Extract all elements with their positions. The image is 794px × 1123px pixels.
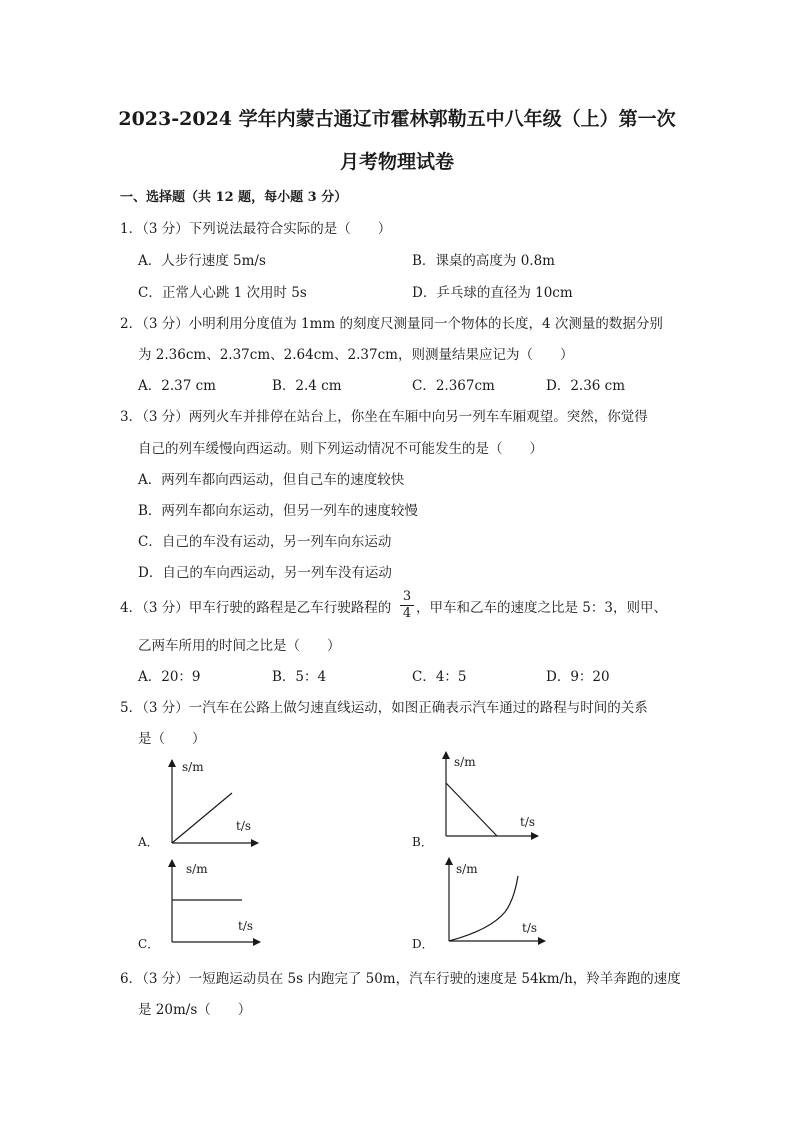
q4-stem-part1: 4．（3 分）甲车行驶的路程是乙车行驶路程的: [120, 600, 392, 616]
q2-option-c: C．2.367cm: [412, 378, 495, 394]
q5-stem-line2: 是（ ）: [138, 731, 206, 747]
q5-graph-b-ylabel: s/m: [454, 755, 476, 769]
q5-graph-b[interactable]: [412, 752, 538, 849]
section-heading: 一、选择题（共 12 题，每小题 3 分）: [120, 190, 348, 205]
q1-option-d: D．乒乓球的直径为 10cm: [412, 285, 573, 301]
q4-option-b: B．5：4: [272, 669, 327, 685]
q4-option-d: D．9：20: [546, 669, 610, 685]
q4-fraction-denominator: 4: [402, 606, 412, 621]
q3-option-b: B．两列车都向东运动，但另一列车的速度较慢: [138, 503, 418, 519]
q5-graph-c-label: C．: [138, 937, 160, 951]
q5-graph-d-curve: [449, 876, 518, 941]
q5-graph-a[interactable]: [137, 760, 258, 849]
q1-option-b: B．课桌的高度为 0.8m: [412, 253, 555, 269]
q5-graph-b-curve: [446, 783, 497, 836]
q3-stem-line1: 3．（3 分）两列火车并排停在站台上，你坐在车厢中向另一列车车厢观望。突然，你觉得: [120, 409, 648, 425]
q5-graph-b-label: B．: [412, 835, 433, 849]
q2-stem-line2: 为 2.36cm、2.37cm、2.64cm、2.37cm，则测量结果应记为（ ）: [138, 347, 574, 363]
q5-graph-c-xlabel: t/s: [238, 919, 254, 933]
q2-option-a: A．2.37 cm: [138, 378, 216, 394]
q5-graph-c-ylabel: s/m: [186, 862, 208, 876]
q5-graph-d-xlabel: t/s: [522, 921, 538, 935]
q2-option-b: B．2.4 cm: [272, 378, 342, 394]
q2-option-d: D．2.36 cm: [546, 378, 626, 394]
q1-stem: 1．（3 分）下列说法最符合实际的是（ ）: [120, 221, 392, 237]
q3-option-d: D．自己的车向西运动，另一列车没有运动: [138, 565, 392, 581]
q5-graph-d[interactable]: [412, 858, 545, 951]
q4-stem-line2: 乙两车所用的时间之比是（ ）: [138, 638, 341, 654]
q4-fraction-numerator: 3: [402, 589, 412, 604]
q4-option-c: C．4：5: [412, 669, 467, 685]
q1-option-a: A．人步行速度 5m/s: [138, 253, 266, 269]
q5-graph-a-curve: [172, 793, 232, 843]
exam-title-line2: 月考物理试卷: [339, 151, 454, 173]
q5-graph-a-xlabel: t/s: [236, 819, 252, 833]
q5-stem-line1: 5．（3 分）一汽车在公路上做匀速直线运动，如图正确表示汽车通过的路程与时间的关系: [120, 700, 648, 716]
q3-option-a: A．两列车都向西运动，但自己车的速度较快: [138, 472, 405, 488]
q5-graph-d-label: D．: [412, 937, 434, 951]
q2-stem-line1: 2．（3 分）小明利用分度值为 1mm 的刻度尺测量同一个物体的长度，4 次测量的数据分别: [120, 316, 663, 332]
q5-graph-d-ylabel: s/m: [456, 862, 478, 876]
q4-option-a: A．20：9: [138, 669, 201, 685]
q3-stem-line2: 自己的列车缓慢向西运动。则下列运动情况不可能发生的是（ ）: [138, 441, 543, 457]
q3-option-c: C．自己的车没有运动，另一列车向东运动: [138, 534, 392, 550]
q5-graph-c[interactable]: [138, 860, 260, 951]
q5-graph-b-xlabel: t/s: [520, 815, 536, 829]
q1-option-c: C．正常人心跳 1 次用时 5s: [138, 285, 307, 301]
q5-graph-a-ylabel: s/m: [182, 760, 204, 774]
q6-stem-line1: 6．（3 分）一短跑运动员在 5s 内跑完了 50m，汽车行驶的速度是 54km/h，羚羊奔跑的速度: [120, 971, 681, 987]
q6-stem-line2: 是 20m/s（ ）: [138, 1002, 252, 1018]
exam-title-line1: 2023-2024 学年内蒙古通辽市霍林郭勒五中八年级（上）第一次: [118, 108, 676, 130]
q5-graph-a-label: A．: [138, 835, 159, 849]
q4-stem-part2: ，甲车和乙车的速度之比是 5：3，则甲、: [416, 600, 667, 616]
